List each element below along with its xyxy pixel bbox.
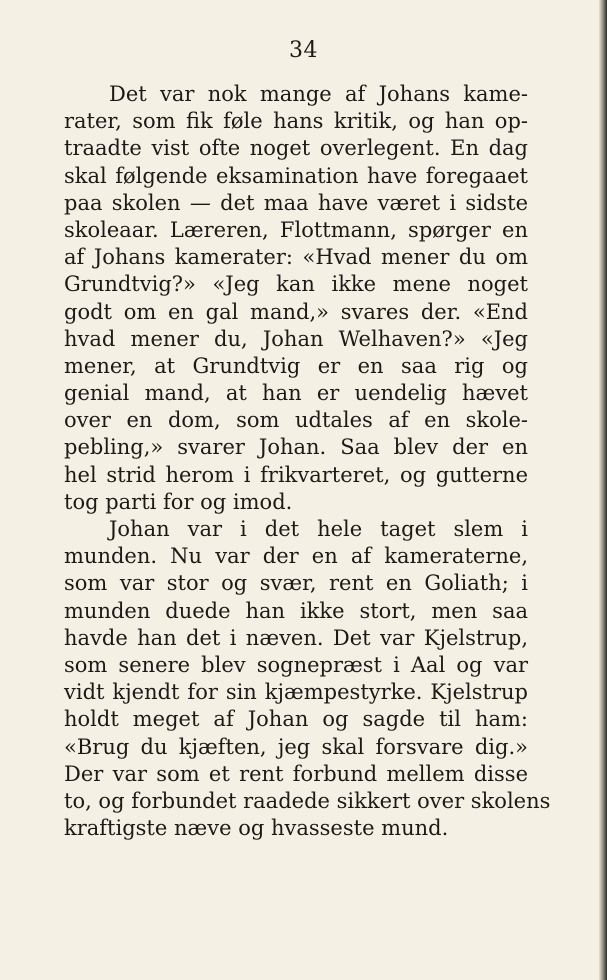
text-line: holdt meget af Johan og sagde til ham: <box>64 707 528 732</box>
text-line: havde han det i næven. Det var Kjelstrup, <box>64 625 528 650</box>
text-line: hvad mener du, Johan Welhaven?» «Jeg <box>64 326 528 351</box>
text-line: genial mand, at han er uendelig hævet <box>64 381 528 406</box>
text-line: kraftigste næve og hvasseste mund. <box>64 816 449 841</box>
text-line: rater, som fik føle hans kritik, og han op- <box>64 109 528 134</box>
text-line: mener, at Grundtvig er en saa rig og <box>64 353 528 378</box>
text-line: vidt kjendt for sin kjæmpestyrke. Kjelstrup <box>64 680 528 705</box>
text-line: paa skolen — det maa have været i sidste <box>64 190 528 215</box>
text-line: som var stor og svær, rent en Goliath; i <box>64 571 528 596</box>
text-line: som senere blev sognepræst i Aal og var <box>64 652 528 677</box>
text-line: Grundtvig?» «Jeg kan ikke mene noget <box>64 272 528 297</box>
page-number: 34 <box>289 38 318 63</box>
page-edge <box>599 0 607 980</box>
text-line: «Brug du kjæften, jeg skal forsvare dig.» <box>64 734 528 759</box>
text-line: traadte vist ofte noget overlegent. En dag <box>64 136 528 161</box>
text-line: skoleaar. Læreren, Flottmann, spørger en <box>64 217 528 242</box>
text-line: pebling,» svarer Johan. Saa blev der en <box>64 435 528 460</box>
text-line: Der var som et rent forbund mellem disse <box>64 761 528 786</box>
text-line: Johan var i det hele taget slem i <box>109 517 528 541</box>
text-line: munden duede han ikke stort, men saa <box>64 598 528 623</box>
text-line: hel strid herom i frikvarteret, og gutterne <box>64 462 528 487</box>
text-line: Det var nok mange af Johans kame- <box>109 82 528 106</box>
text-line: to, og forbundet raadede sikkert over skolens <box>64 788 551 813</box>
text-line: over en dom, som udtales af en skole- <box>64 408 528 433</box>
text-line: tog parti for og imod. <box>64 489 293 514</box>
text-line: af Johans kamerater: «Hvad mener du om <box>64 245 528 270</box>
text-line: skal følgende eksamination have foregaaet <box>64 163 528 188</box>
body-text <box>64 81 551 842</box>
text-line: godt om en gal mand,» svares der. «End <box>64 299 528 324</box>
text-line: munden. Nu var der en af kameraterne, <box>64 544 528 569</box>
